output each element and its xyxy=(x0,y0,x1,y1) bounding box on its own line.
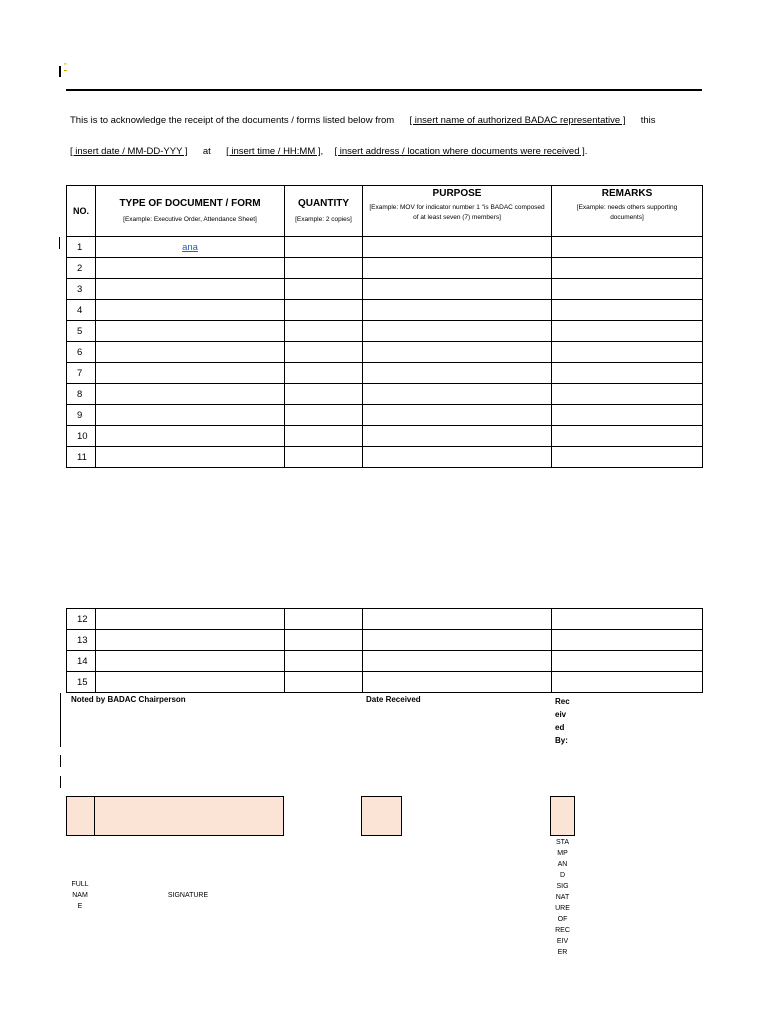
row-type-cell[interactable] xyxy=(96,384,285,405)
row-type-cell[interactable] xyxy=(96,363,285,384)
row-type-cell[interactable] xyxy=(96,321,285,342)
documents-table xyxy=(66,185,703,468)
row-number: 2 xyxy=(67,258,96,279)
row-number: 4 xyxy=(67,300,96,321)
header-remarks-title: REMARKS xyxy=(601,188,653,199)
row-quantity-cell[interactable] xyxy=(285,609,363,630)
row-number: 15 xyxy=(67,672,96,693)
table-row xyxy=(67,279,703,300)
row-quantity-cell[interactable] xyxy=(285,342,363,363)
row-type-cell[interactable] xyxy=(96,447,285,468)
header-remarks-example: [Example: needs others supporting documents] xyxy=(576,204,678,221)
header-no: NO. xyxy=(67,186,96,237)
row-quantity-cell[interactable] xyxy=(285,258,363,279)
table-row xyxy=(67,405,703,426)
row-remarks-cell[interactable] xyxy=(552,426,703,447)
row-remarks-cell[interactable] xyxy=(552,609,703,630)
row-type-cell[interactable] xyxy=(96,672,285,693)
full-name-part: NAM xyxy=(72,892,88,899)
table-row xyxy=(67,363,703,384)
row-quantity-cell[interactable] xyxy=(285,426,363,447)
period: . xyxy=(584,146,588,157)
table-row xyxy=(67,342,703,363)
stamp-part: MP xyxy=(557,850,568,857)
row-remarks-cell[interactable] xyxy=(552,321,703,342)
row-quantity-cell[interactable] xyxy=(285,363,363,384)
table-row xyxy=(67,237,703,258)
row-purpose-cell[interactable] xyxy=(363,447,552,468)
row-purpose-cell[interactable] xyxy=(363,609,552,630)
header-type-title: TYPE OF DOCUMENT / FORM xyxy=(119,197,261,209)
header-remarks xyxy=(552,186,703,237)
row-type-cell[interactable] xyxy=(96,342,285,363)
row-link[interactable]: ana xyxy=(182,241,198,253)
row-type-cell[interactable] xyxy=(96,237,285,258)
row-number: 14 xyxy=(67,651,96,672)
row-quantity-cell[interactable] xyxy=(285,321,363,342)
table-row xyxy=(67,609,703,630)
receiver-box[interactable] xyxy=(550,796,575,836)
row-type-cell[interactable] xyxy=(96,609,285,630)
table-row xyxy=(67,651,703,672)
header-purpose-title: PURPOSE xyxy=(432,188,482,199)
row-quantity-cell[interactable] xyxy=(285,237,363,258)
header-mark[interactable]: " xyxy=(64,62,67,71)
row-type-cell[interactable] xyxy=(96,651,285,672)
header-purpose-example: [Example: MOV for indicator number 1 "is BADAC composed of at least seven (7) members] xyxy=(369,204,545,221)
row-type-cell[interactable] xyxy=(96,300,285,321)
header-quantity-example: [Example: 2 copies] xyxy=(295,215,352,223)
row-quantity-cell[interactable] xyxy=(285,447,363,468)
row-remarks-cell[interactable] xyxy=(552,300,703,321)
row-number: 6 xyxy=(67,342,96,363)
stamp-part: REC xyxy=(555,927,570,934)
row-purpose-cell[interactable] xyxy=(363,363,552,384)
table-row xyxy=(67,300,703,321)
row-number: 13 xyxy=(67,630,96,651)
stamp-part: SIG xyxy=(556,883,569,890)
row-quantity-cell[interactable] xyxy=(285,630,363,651)
cursor-mark xyxy=(59,66,61,77)
noted-by-label: Noted by BADAC Chairperson xyxy=(71,695,186,704)
row-number: 5 xyxy=(67,321,96,342)
row-purpose-cell[interactable] xyxy=(363,342,552,363)
margin-marker xyxy=(60,776,61,788)
row-quantity-cell[interactable] xyxy=(285,405,363,426)
signature-label: SIGNATURE xyxy=(167,892,209,899)
row-remarks-cell[interactable] xyxy=(552,384,703,405)
header-purpose xyxy=(363,186,552,237)
row-type-cell[interactable] xyxy=(96,426,285,447)
row-purpose-cell[interactable] xyxy=(363,405,552,426)
row-remarks-cell[interactable] xyxy=(552,651,703,672)
table-row xyxy=(67,426,703,447)
row-remarks-cell[interactable] xyxy=(552,447,703,468)
ack-suffix: this xyxy=(640,115,656,126)
received-by-part: ed xyxy=(555,723,565,732)
row-purpose-cell[interactable] xyxy=(363,672,552,693)
row-number: 3 xyxy=(67,279,96,300)
row-remarks-cell[interactable] xyxy=(552,279,703,300)
header-type xyxy=(96,186,285,237)
row-purpose-cell[interactable] xyxy=(363,651,552,672)
ack-prefix: This is to acknowledge the receipt of the documents / forms listed below from xyxy=(70,115,395,126)
table-row xyxy=(67,258,703,279)
full-name-label xyxy=(66,879,94,912)
row-quantity-cell[interactable] xyxy=(285,651,363,672)
stamp-part: EIV xyxy=(556,938,569,945)
received-by-part: Rec xyxy=(555,697,570,706)
row-remarks-cell[interactable] xyxy=(552,363,703,384)
signature-box[interactable] xyxy=(94,796,284,836)
row-quantity-cell[interactable] xyxy=(285,384,363,405)
row-quantity-cell[interactable] xyxy=(285,279,363,300)
row-purpose-cell[interactable] xyxy=(363,258,552,279)
margin-marker xyxy=(59,237,60,249)
table-header-row xyxy=(67,186,703,237)
table-row xyxy=(67,630,703,651)
row-number: 9 xyxy=(67,405,96,426)
full-name-box[interactable] xyxy=(66,796,95,836)
margin-marker xyxy=(60,693,61,747)
stamp-part: D xyxy=(559,872,566,879)
ack-line-1 xyxy=(70,115,656,126)
row-number: 8 xyxy=(67,384,96,405)
row-quantity-cell[interactable] xyxy=(285,300,363,321)
header-quantity xyxy=(285,186,363,237)
row-type-cell[interactable] xyxy=(96,405,285,426)
time-field[interactable]: [ insert time / HH:MM ] xyxy=(226,146,321,157)
row-number: 12 xyxy=(67,609,96,630)
date-received-box[interactable] xyxy=(361,796,402,836)
margin-marker xyxy=(60,755,61,767)
row-type-cell[interactable] xyxy=(96,279,285,300)
date-received-label: Date Received xyxy=(366,695,421,704)
stamp-part: OF xyxy=(557,916,568,923)
stamp-part: NAT xyxy=(555,894,570,901)
ack-line-2 xyxy=(70,146,587,157)
full-name-part: E xyxy=(77,903,83,910)
header-quantity-title: QUANTITY xyxy=(297,197,350,209)
row-purpose-cell[interactable] xyxy=(363,384,552,405)
table-row xyxy=(67,672,703,693)
received-by-part: By: xyxy=(555,736,568,745)
at-label: at xyxy=(202,146,211,157)
stamp-part: AN xyxy=(557,861,568,868)
row-purpose-cell[interactable] xyxy=(363,279,552,300)
row-number: 11 xyxy=(67,447,96,468)
table-row xyxy=(67,384,703,405)
received-by-label xyxy=(555,695,570,747)
stamp-part: ER xyxy=(557,949,568,956)
row-purpose-cell[interactable] xyxy=(363,630,552,651)
row-remarks-cell[interactable] xyxy=(552,672,703,693)
representative-field[interactable]: [ insert name of authorized BADAC representative ] xyxy=(409,115,626,126)
row-purpose-cell[interactable] xyxy=(363,237,552,258)
date-field[interactable]: [ insert date / MM-DD-YYY ] xyxy=(70,146,188,157)
row-number: 10 xyxy=(67,426,96,447)
row-purpose-cell[interactable] xyxy=(363,300,552,321)
row-purpose-cell[interactable] xyxy=(363,321,552,342)
address-field[interactable]: [ insert address / location where documents were received ] xyxy=(334,146,585,157)
header-type-example: [Example: Executive Order, Attendance Sheet] xyxy=(123,215,257,223)
stamp-signature-label xyxy=(550,837,575,958)
table-row xyxy=(67,447,703,468)
row-number: 1 xyxy=(67,237,96,258)
row-number: 7 xyxy=(67,363,96,384)
documents-table-continued xyxy=(66,608,703,693)
received-by-part: eiv xyxy=(555,710,567,719)
row-remarks-cell[interactable] xyxy=(552,342,703,363)
top-rule xyxy=(66,89,702,91)
stamp-part: STA xyxy=(555,839,570,846)
table-row xyxy=(67,321,703,342)
row-remarks-cell[interactable] xyxy=(552,405,703,426)
row-remarks-cell[interactable] xyxy=(552,237,703,258)
row-remarks-cell[interactable] xyxy=(552,258,703,279)
row-quantity-cell[interactable] xyxy=(285,672,363,693)
row-remarks-cell[interactable] xyxy=(552,630,703,651)
stamp-part: URE xyxy=(555,905,570,912)
row-type-cell[interactable] xyxy=(96,630,285,651)
row-type-cell[interactable] xyxy=(96,258,285,279)
row-purpose-cell[interactable] xyxy=(363,426,552,447)
full-name-part: FULL xyxy=(71,881,89,888)
comma: , xyxy=(320,146,324,157)
